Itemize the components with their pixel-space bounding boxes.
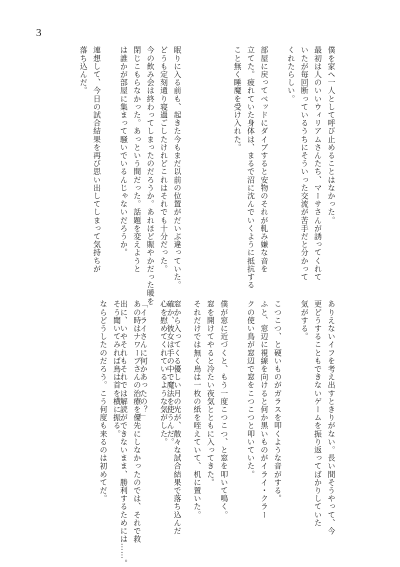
text-block-bottom-right: ありえないイフを考え出すときりがない。長い間そうやって、今 更どうすることもできないゲームを振り返ってばかりしていた 気がする。 こつこつ、と硬いものがガラスを叩くような音がする。 ふと、窓辺に視線を向けると何か黒いものがイライ・クラー クの使い鳥が窓辺で窓をこつこつと叩いていた。 僕が窓に近づくと、もう一度こつこつ、と窓を叩いて鳴く。 窓を開けてやると冷たい夜気とともに入ってきた。 それだけでは無く鳥は一枚の紙を咥えていて、机に置いた。 確か、彼女は手の中で魔法を使うんだ。 「イライさんに何かあったの？」 そう聞いてみれば鳥は首を横に振る。 ならどうしたのだろう。こう何度も来るのは初めてだ。 [99, 300, 336, 535]
text-block-top-right: 僕を家へ一人として呼び止めることはなかった。 最初は人のいいウィリアムさんたち、マーサさんが誘ってくれて いたが毎回断っているうちにそういった交流が苦手だと分かって くれたらしい。 部屋に戻ってベッドにダイブすると安物のそれが軋み嫌な音を 立てた。疲れていた身体は、まるで沼に沈んでいくように抵抗する こと無く睡魔を受け入れた。 [233, 46, 336, 289]
text-block-top-left: 眠りに入る前も、起きた今もまだ以前の位置がだいぶ違っていた。 どうも定刻通り寝過ごしたけれどこれはそれでも十分だった。 今の飲み会は終わってしまったのだろうか。あれほど賑やかだった暖を 閉じこもらなかった。あっという間だった。話題を変えようと は誰かが部屋に集まって騒いでいるんじゃないだろうか。 連想して、今日の試合結果を再び思い出してしまって気持ちが 落ち込んだ。 [79, 46, 182, 306]
text-block-bottom-left: 窓から入ってくる優しい月の光が、散々な試合結果で落ち込んだ 心を慰めてくれているような気がした。 あの時はナワーブさんの治療を優先にしなかったのでは、それで救 出に、いやそれもそれでは解読ができないまま、勝利するためには……。 [119, 300, 182, 567]
page-number: 3 [36, 27, 42, 39]
